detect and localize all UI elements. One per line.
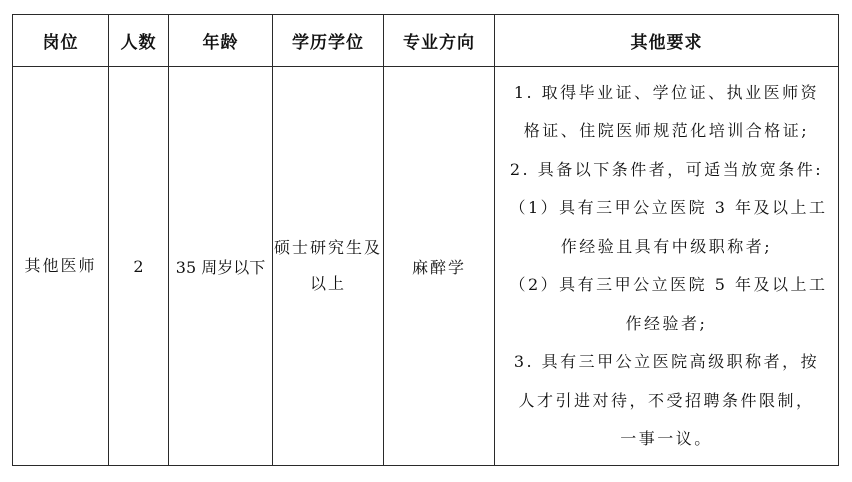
requirement-line: （1）具有三甲公立医院 3 年及以上工 (509, 198, 828, 217)
requirement-line: 2. 具备以下条件者，可适当放宽条件: (509, 159, 824, 179)
header-position: 岗位 (13, 15, 109, 67)
requirement-line: 1. 取得毕业证、学位证、执业医师资 (513, 82, 820, 102)
requirement-line: （2）具有三甲公立医院 5 年及以上工 (509, 275, 828, 294)
table-row (13, 67, 839, 466)
requirement-line: 3. 具有三甲公立医院高级职称者，按 (513, 352, 820, 371)
header-other-requirements: 其他要求 (495, 15, 839, 67)
cell-age: 35 周岁以下 (169, 67, 273, 466)
header-age: 年龄 (169, 15, 273, 67)
table-header-row (13, 15, 839, 67)
requirement-line: 作经验者; (625, 313, 708, 333)
recruitment-requirements-table (12, 14, 839, 466)
header-major: 专业方向 (384, 15, 495, 67)
cell-count: 2 (109, 67, 169, 466)
requirement-line: 作经验且具有中级职称者; (560, 236, 773, 256)
requirement-line: 一事一议。 (620, 429, 713, 448)
header-count: 人数 (109, 15, 169, 67)
cell-education: 硕士研究生及以上 (273, 67, 384, 466)
requirement-line: 格证、住院医师规范化培训合格证; (523, 121, 810, 140)
recruitment-table-container (12, 14, 839, 466)
requirement-line: 人才引进对待，不受招聘条件限制， (518, 390, 815, 410)
cell-other-requirements (495, 67, 839, 466)
cell-position: 其他医师 (13, 67, 109, 466)
cell-major: 麻醉学 (384, 67, 495, 466)
header-education: 学历学位 (273, 15, 384, 67)
